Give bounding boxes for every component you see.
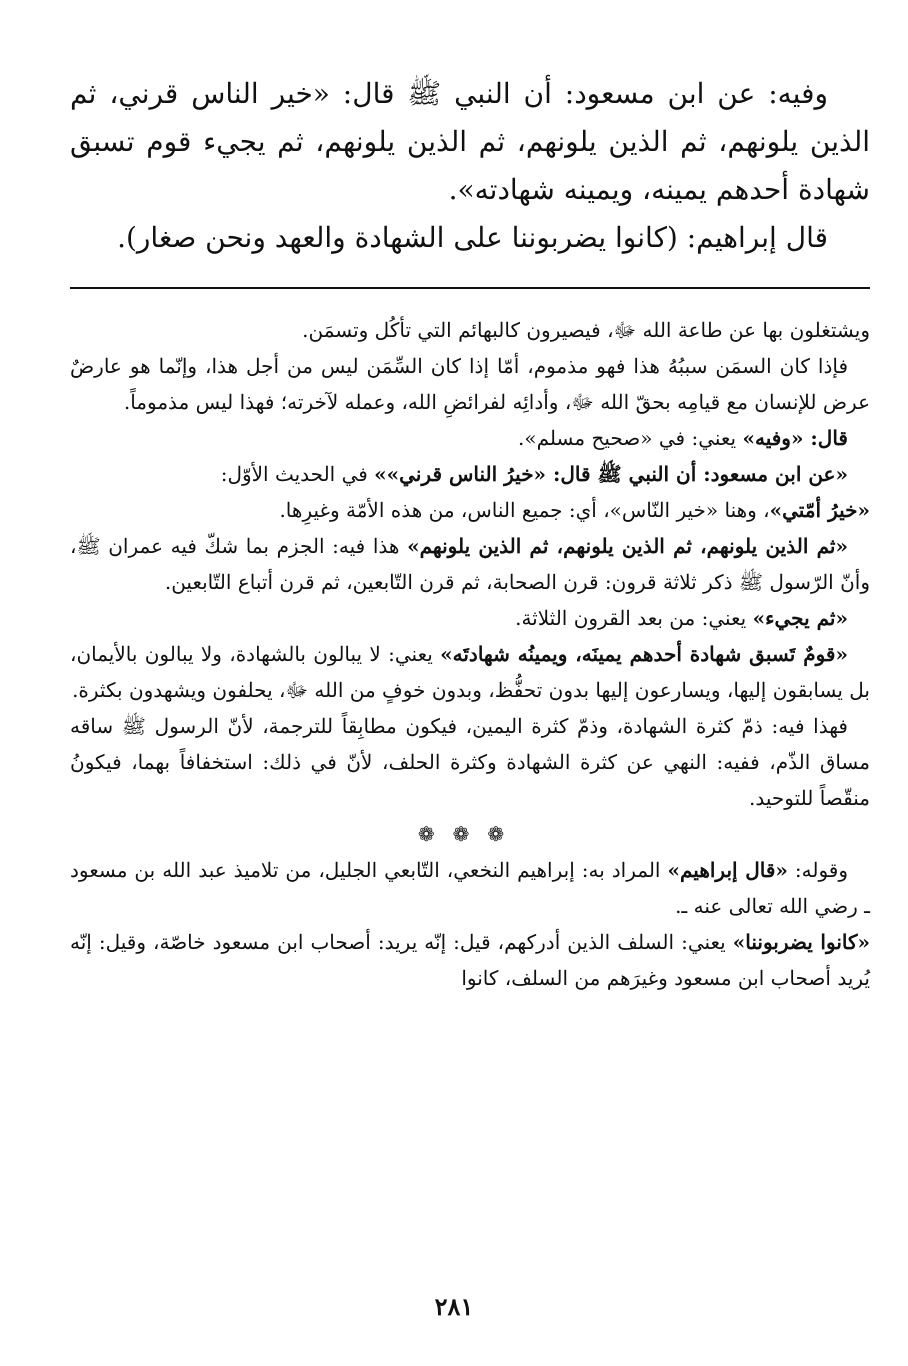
commentary-paragraph	[70, 492, 870, 528]
commentary-paragraph	[70, 636, 870, 708]
quoted-phrase: «ثم يجيء»	[752, 606, 848, 630]
ibrahim-quote-paragraph	[70, 214, 870, 262]
quoted-phrase: «كانوا يضربوننا»	[732, 930, 870, 954]
hadith-text: وفيه: عن ابن مسعود: أن النبي ﷺ قال: «خير الناس قرني، ثم الذين يلونهم، ثم الذين يلونهم، ثم الذين يلونهم، ثم يجيء قوم تسبق شهادة أحدهم يمينه، ويمينه شهادته».	[70, 77, 870, 206]
commentary-paragraph	[70, 852, 870, 924]
section-ornament: ❁❁❁	[417, 822, 523, 846]
commentary-text: ، وهنا «خير النّاس»، أي: جميع الناس، من هذه الأمّة وغيرِها.	[279, 498, 770, 522]
commentary-text: يعني: من بعد القرون الثلاثة.	[515, 606, 753, 630]
commentary-text: هذا فيه: الجزم بما شكّ فيه عمران ﷺ، وأنّ الرّسول ﷺ ذكر ثلاثة قرون: قرن الصحابة، ثم قرن التّابعين، ثم قرن أتباع التّابعين.	[70, 534, 870, 594]
section-divider	[70, 287, 870, 289]
quoted-phrase: قال: «وفيه»	[742, 426, 848, 450]
commentary-text: ويشتغلون بها عن طاعة الله ﷻ، فيصيرون كالبهائم التي تأكُل وتسمَن.	[302, 318, 870, 342]
commentary-text: في الحديث الأوّل:	[220, 462, 375, 486]
page-number: ٢٨١	[434, 1292, 474, 1321]
commentary-paragraph	[70, 420, 870, 456]
commentary-paragraph	[70, 528, 870, 600]
commentary-paragraph	[70, 348, 870, 420]
commentary-paragraph	[70, 708, 870, 816]
commentary-text: فهذا فيه: ذمّ كثرة الشهادة، وذمّ كثرة اليمين، فيكون مطابِقاً للترجمة، لأنّ الرسول ﷺ ساقه مساق الذّم، ففيه: النهي عن كثرة الشهادة وكثرة الحلف، لأنّ في ذلك: استخفافاً بهما، فيكونُ منقّصاً للتوحيد.	[70, 714, 870, 810]
quoted-phrase: «قومٌ تَسبق شهادة أحدهم يمينَه، ويمينُه شهادتَه»	[440, 642, 848, 666]
commentary-paragraph	[70, 600, 870, 636]
hadith-text-block	[70, 70, 870, 262]
commentary-paragraph	[70, 312, 870, 348]
commentary-text: يعني: لا يبالون بالشهادة، ولا يبالون بالأيمان، بل يسابقون إليها، ويسارعون إليها بدون تحفُّظ، وبدون خوفٍ من الله ﷻ، يحلفون ويشهدون بكثرة.	[70, 642, 870, 702]
commentary-paragraph	[70, 456, 870, 492]
hadith-paragraph	[70, 70, 870, 214]
quoted-phrase: «خيرُ أمّتي»	[769, 498, 870, 522]
commentary-block	[70, 312, 870, 996]
commentary-lead: وقوله:	[787, 858, 848, 882]
quoted-phrase: «قال إبراهيم»	[667, 858, 788, 882]
quoted-phrase: «عن ابن مسعود: أن النبي ﷺ قال: «خيرُ الناس قرني»»	[374, 462, 848, 486]
commentary-text: فإذا كان السمَن سببُهُ هذا فهو مذموم، أمّا إذا كان السِّمَن ليس من أجل هذا، وإنّما هو عارضٌ عرض للإنسان مع قيامِه بحقّ الله ﷻ، وأدائِه لفرائضِ الله، وعمله لآخرته؛ فهذا ليس مذموماً.	[70, 354, 870, 414]
commentary-text: يعني: السلف الذين أدركهم، قيل: إنّه يريد: أصحاب ابن مسعود خاصّة، وقيل: إنّه يُريد أصحاب ابن مسعود وغيرَهم من السلف، كانوا	[70, 930, 870, 990]
commentary-paragraph	[70, 924, 870, 996]
quoted-phrase: «ثم الذين يلونهم، ثم الذين يلونهم، ثم الذين يلونهم»	[407, 534, 848, 558]
commentary-text: المراد به: إبراهيم النخعي، التّابعي الجليل، من تلاميذ عبد الله بن مسعود ـ رضي الله تعالى عنه ـ.	[70, 858, 870, 918]
commentary-text: يعني: في «صحيح مسلم».	[518, 426, 743, 450]
ibrahim-quote-text: قال إبراهيم: (كانوا يضربوننا على الشهادة والعهد ونحن صغار).	[117, 221, 828, 254]
